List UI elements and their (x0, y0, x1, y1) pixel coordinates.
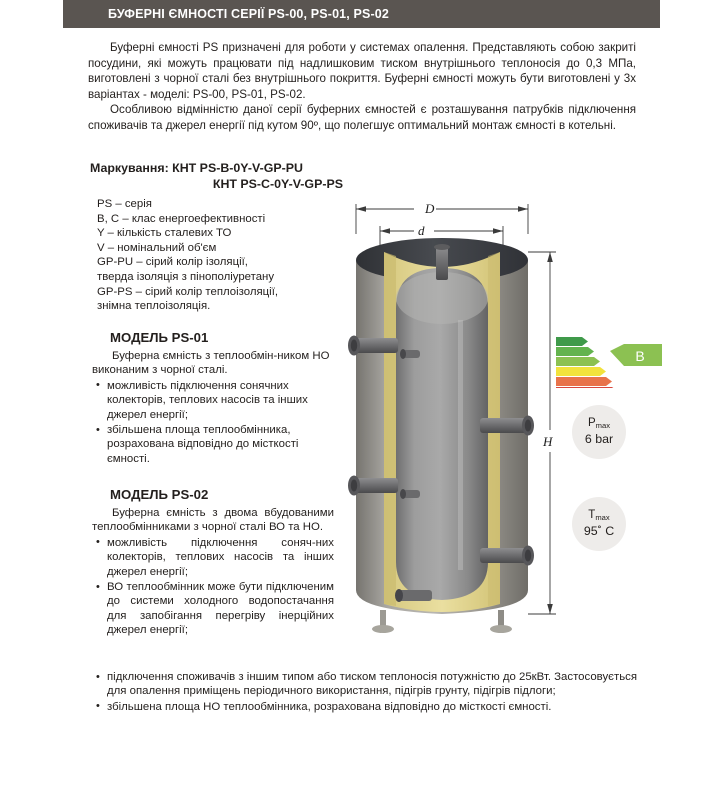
tmax-value: 95˚ C (583, 524, 615, 538)
pmax-symbol: P (587, 417, 596, 429)
energy-bar (556, 367, 606, 376)
model-ps02-section (92, 487, 334, 638)
arrow-head (356, 206, 366, 212)
arrow-head (547, 252, 553, 262)
marking-legend-list (97, 197, 347, 314)
arrow-head (493, 228, 503, 234)
marking-label: Маркування: (90, 161, 169, 175)
model-ps01-title: МОДЕЛЬ PS-01 (110, 330, 209, 345)
temperature-max-badge (572, 497, 626, 551)
tmax-subscript: max (595, 513, 610, 522)
dimension-line-outer (356, 204, 528, 234)
model-ps02-title: МОДЕЛЬ PS-02 (110, 487, 209, 502)
nozzle-right-lower (480, 546, 534, 566)
marking-code-pu: КНТ PS-B-0Y-V-GP-PU (172, 161, 303, 175)
nozzle-left-upper (348, 336, 398, 356)
tank-cutaway-illustration (340, 190, 570, 650)
page-header-bar (63, 0, 660, 28)
marking-block (90, 160, 355, 192)
model-ps02-lead: Буферна ємність з двома вбудованими теплообмінниками з чорної сталі ВО та НО. (92, 507, 334, 534)
arrow-head (380, 228, 390, 234)
list-item: • збільшена площа НО теплообмінника, розрахована відповідно до місткості ємності. (92, 700, 637, 714)
arrow-head (547, 604, 553, 614)
tmax-symbol: T (588, 509, 596, 521)
intro-paragraph-2: Особливою відмінністю даної серії буферних ємностей є розташування патрубків підключення споживачів та джерел енергії під кутом 90º, що полегшує оптимальний монтаж ємності в котельні. (88, 103, 636, 132)
dimension-label-height: H (543, 434, 553, 449)
list-item: • збільшена площа теплообмінника, розрахована відповідно до місткості ємності. (92, 423, 334, 466)
top-nozzle-opening (434, 244, 450, 250)
top-nozzle (436, 246, 448, 280)
energy-bar (556, 377, 612, 386)
model-ps01-bullets (92, 379, 334, 466)
legend-item: Y – кількість сталевих ТО (97, 227, 232, 240)
legend-item: тверда ізоляція з пінополіуретану (97, 270, 275, 283)
bottom-bullet-list (92, 669, 637, 714)
energy-bar (556, 387, 618, 388)
intro-paragraph-1: Буферні ємності PS призначені для роботи у системах опалення. Представляють собою закриті посудини, які можуть працювати під надлишковим тиском внутрішнього теплоносія до 0,3 МПа, виготовлені з чорної сталі без внутрішнього покриття. Буферні ємності можуть бути виготовлені у 3х варіантах - моделі: PS-00, PS-01, PS-02. (88, 41, 636, 101)
insulation-edge (384, 252, 396, 606)
pmax-value: 6 bar (584, 432, 614, 446)
energy-bar (556, 337, 588, 346)
list-item: • ВО теплообмінник може бути підключеним до системи холодного водопостачання для запобігання перегріву інерційних джерел енергії; (92, 580, 334, 638)
pmax-key (588, 417, 610, 430)
dimension-label-inner: d (418, 223, 425, 238)
legend-item: знімна теплоізоляція. (97, 300, 211, 313)
energy-bar (556, 357, 600, 366)
marking-code-line-2: КНТ PS-C-0Y-V-GP-PS (212, 177, 343, 191)
tank-specular-highlight (458, 320, 463, 570)
list-item: • можливість підключення соняч-них колекторів, теплових насосів та інших джерел енергії; (92, 536, 334, 579)
inner-stub-upper (400, 349, 420, 359)
energy-bar (556, 347, 594, 356)
legend-item: B, C – клас енергоефективності (97, 212, 266, 225)
model-ps02-bullets (92, 536, 334, 638)
energy-class-letter: B (635, 348, 645, 364)
legend-item: PS – серія (97, 198, 152, 210)
model-ps01-section (92, 330, 334, 466)
marking-code-line-1 (90, 160, 355, 176)
pressure-max-badge (572, 405, 626, 459)
tank-technical-drawing (340, 190, 570, 650)
list-item: • підключення споживачів з іншим типом або тиском теплоносія потужністю до 25кВт. Застосовується для опалення приміщень періодичного використання, підігрів грунту, підігрів підлоги; (92, 670, 637, 699)
dimension-label-outer: D (425, 201, 435, 216)
tmax-key (588, 509, 609, 522)
list-item: • можливість підключення сонячних колекторів, теплових насосів та інших джерел енергії; (92, 379, 334, 422)
nozzle-bottom-drain (395, 589, 432, 602)
arrow-head (518, 206, 528, 212)
nozzle-left-lower (348, 476, 398, 496)
nozzle-right-upper (480, 416, 534, 436)
inner-stub-lower (400, 489, 420, 499)
legend-item: GP-PS – сірий колір теплоізоляції, (97, 285, 279, 298)
energy-class-scale-icon (556, 336, 672, 388)
model-ps01-lead: Буферна ємність з теплообмін-ником НО виконаним з чорної сталі. (92, 350, 330, 377)
energy-efficiency-label (556, 336, 672, 388)
legend-item: GP-PU – сірий колір ізоляції, (97, 256, 248, 269)
page-title: БУФЕРНІ ЄМНОСТІ СЕРІЇ PS-00, PS-01, PS-02 (108, 7, 390, 21)
intro-section (88, 40, 636, 134)
legend-item: V – номінальний об'єм (97, 241, 217, 254)
pmax-subscript: max (595, 421, 611, 430)
